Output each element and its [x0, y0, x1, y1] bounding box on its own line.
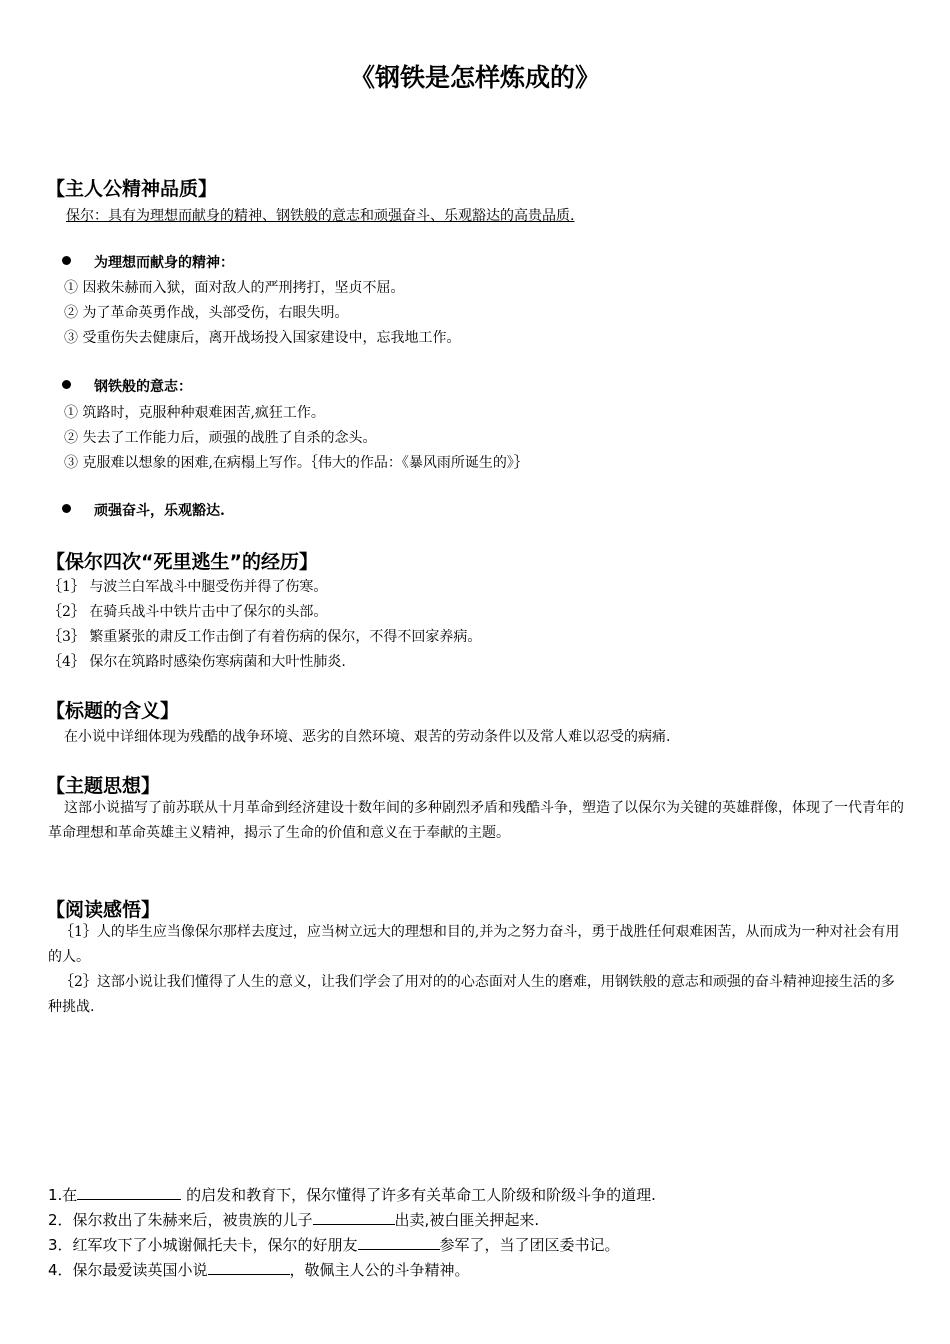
question-4 [48, 1259, 470, 1280]
section-heading-quality: 【主人公精神品质】 [46, 178, 218, 200]
list-item: ② 为了革命英勇作战，头部受伤，右眼失明。 [64, 305, 349, 321]
list-item: ③ 克服难以想象的困难,在病榻上写作。｛伟大的作品：《暴风雨所诞生的》｝ [64, 455, 528, 471]
question-3 [48, 1234, 620, 1255]
answer-blank[interactable] [313, 1210, 395, 1225]
list-item: ｛2｝ 在骑兵战斗中铁片击中了保尔的头部。 [48, 604, 328, 620]
answer-blank[interactable] [358, 1235, 440, 1250]
question-1 [48, 1184, 656, 1205]
section-heading-theme: 【主题思想】 [46, 775, 161, 797]
bullet-title-devotion: 为理想而献身的精神： [94, 255, 234, 271]
section-heading-meaning: 【标题的含义】 [46, 700, 180, 722]
list-item: ｛3｝ 繁重紧张的肃反工作击倒了有着伤病的保尔，不得不回家养病。 [48, 629, 482, 645]
reflection-paragraph-2: ｛2｝这部小说让我们懂得了人生的意义，让我们学会了用对的的心态面对人生的磨难，用钢铁般的意志和顽强的奋斗精神迎接生活的多种挑战. [48, 974, 895, 1015]
theme-text: 这部小说描写了前苏联从十月革命到经济建设十数年间的多种剧烈矛盾和残酷斗争，塑造了以保尔为关键的英雄群像，体现了一代青年的革命理想和革命英雄主义精神，揭示了生命的价值和意义在于奉献的主题。 [48, 800, 904, 841]
list-item: ｛1｝ 与波兰白军战斗中腿受伤并得了伤寒。 [48, 579, 328, 595]
question-text: 的启发和教育下，保尔懂得了许多有关革命工人阶级和阶级斗争的道理. [181, 1186, 656, 1204]
bullet-title-optimism: 顽强奋斗，乐观豁达. [94, 503, 225, 519]
section-heading-reflection: 【阅读感悟】 [46, 899, 161, 921]
list-item: ① 筑路时，克服种种艰难困苦,疯狂工作。 [64, 405, 325, 421]
bullet-dot-icon [62, 504, 71, 513]
answer-blank[interactable] [208, 1260, 290, 1275]
meaning-text: 在小说中详细体现为残酷的战争环境、恶劣的自然环境、艰苦的劳动条件以及常人难以忍受的病痛. [64, 729, 671, 745]
list-item: ｛4｝ 保尔在筑路时感染伤寒病菌和大叶性肺炎. [48, 654, 346, 670]
question-text: ，敬佩主人公的斗争精神。 [289, 1261, 470, 1279]
answer-blank[interactable] [77, 1185, 181, 1200]
question-text: 2．保尔救出了朱赫来后，被贵族的儿子 [48, 1211, 313, 1229]
question-text: 出卖,被白匪关押起来. [394, 1211, 540, 1229]
question-text: 3．红军攻下了小城谢佩托夫卡，保尔的好朋友 [48, 1236, 358, 1254]
quality-summary: 保尔：具有为理想而献身的精神、钢铁般的意志和顽强奋斗、乐观豁达的高贵品质. [66, 208, 575, 224]
page-title: 《钢铁是怎样炼成的》 [349, 63, 600, 92]
bullet-dot-icon [62, 380, 71, 389]
list-item: ① 因救朱赫而入狱，面对敌人的严刑拷打，坚贞不屈。 [64, 280, 405, 296]
question-text: 1.在 [48, 1186, 78, 1204]
section-heading-escapes: 【保尔四次“死里逃生”的经历】 [46, 551, 318, 573]
reflection-paragraph-1: ｛1｝人的毕生应当像保尔那样去度过，应当树立远大的理想和目的,并为之努力奋斗，勇于战胜任何艰难困苦，从而成为一种对社会有用的人。 [48, 924, 900, 965]
question-2 [48, 1209, 539, 1230]
list-item: ② 失去了工作能力后，顽强的战胜了自杀的念头。 [64, 430, 377, 446]
bullet-dot-icon [62, 256, 71, 265]
list-item: ③ 受重伤失去健康后，离开战场投入国家建设中，忘我地工作。 [64, 330, 461, 346]
question-text: 4．保尔最爱读英国小说 [48, 1261, 208, 1279]
question-text: 参军了，当了团区委书记。 [439, 1236, 620, 1254]
bullet-title-will: 钢铁般的意志： [94, 379, 192, 395]
